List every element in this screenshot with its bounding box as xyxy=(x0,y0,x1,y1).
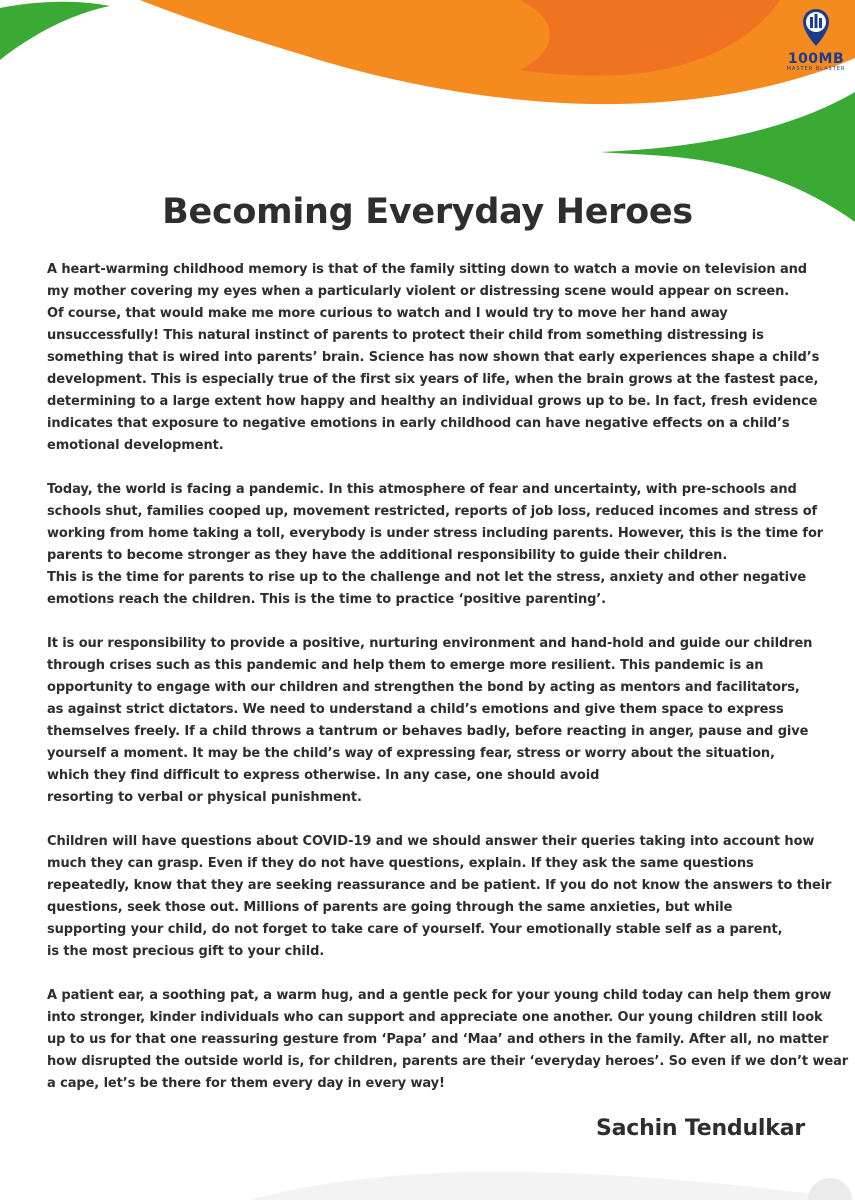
green-wave-left xyxy=(0,2,110,60)
text-line: as against strict dictators. We need to understand a child’s emotions and give them space to express xyxy=(47,702,784,717)
text-line: resorting to verbal or physical punishment. xyxy=(47,790,362,805)
text-line: A patient ear, a soothing pat, a warm hug, and a gentle peck for your young child today can help them grow xyxy=(47,988,832,1003)
text-line: Children will have questions about COVID-19 and we should answer their queries taking into account how xyxy=(47,834,815,849)
text-line: a cape, let’s be there for them every day in every way! xyxy=(47,1076,445,1091)
text-line: emotions reach the children. This is the time to practice ‘positive parenting’. xyxy=(47,592,606,607)
text-line: themselves freely. If a child throws a tantrum or behaves badly, before reacting in anger, pause and give xyxy=(47,724,809,739)
text-line: This is the time for parents to rise up to the challenge and not let the stress, anxiety and other negative xyxy=(47,570,807,585)
logo-tagline: MASTER BLASTER xyxy=(786,66,846,72)
text-line: questions, seek those out. Millions of parents are going through the same anxieties, but while xyxy=(47,900,733,915)
footer-ornament xyxy=(808,1178,852,1200)
text-line: is the most precious gift to your child. xyxy=(47,944,325,959)
logo-pin-icon xyxy=(801,8,831,48)
text-line: A heart-warming childhood memory is that of the family sitting down to watch a movie on television and xyxy=(47,262,808,277)
text-line: determining to a large extent how happy and healthy an individual grows up to be. In fact, fresh evidence xyxy=(47,394,818,409)
text-line: working from home taking a toll, everybody is under stress including parents. However, this is the time for xyxy=(47,526,824,541)
text-line: my mother covering my eyes when a particularly violent or distressing scene would appear on screen. xyxy=(47,284,790,299)
text-line: which they find difficult to express otherwise. In any case, one should avoid xyxy=(47,768,600,783)
text-line: Today, the world is facing a pandemic. In this atmosphere of fear and uncertainty, with pre-schools and xyxy=(47,482,797,497)
footer-watermark xyxy=(0,1100,855,1200)
text-line: opportunity to engage with our children and strengthen the bond by acting as mentors and facilitators, xyxy=(47,680,800,695)
footer-faint-curve xyxy=(250,1172,855,1200)
text-line: up to us for that one reassuring gesture from ‘Papa’ and ‘Maa’ and others in the family. After all, no matter xyxy=(47,1032,829,1047)
paragraph-4 xyxy=(47,831,837,963)
text-line: schools shut, families cooped up, movement restricted, reports of job loss, reduced incomes and stress of xyxy=(47,504,818,519)
text-line: much they can grasp. Even if they do not have questions, explain. If they ask the same questions xyxy=(47,856,754,871)
text-line: unsuccessfully! This natural instinct of parents to protect their child from something distressing is xyxy=(47,328,764,343)
text-line: development. This is especially true of the first six years of life, when the brain grows at the fastest pace, xyxy=(47,372,819,387)
text-line: through crises such as this pandemic and help them to emerge more resilient. This pandemic is an xyxy=(47,658,764,673)
text-line: yourself a moment. It may be the child’s way of expressing fear, stress or worry about the situation, xyxy=(47,746,775,761)
paragraph-3 xyxy=(47,633,837,809)
text-line: into stronger, kinder individuals who can support and appreciate one another. Our young children still look xyxy=(47,1010,823,1025)
text-line: supporting your child, do not forget to take care of yourself. Your emotionally stable self as a parent, xyxy=(47,922,783,937)
paragraph-1 xyxy=(47,259,837,457)
text-line: parents to become stronger as they have the additional responsibility to guide their children. xyxy=(47,548,728,563)
paragraph-5 xyxy=(47,985,849,1095)
text-line: Of course, that would make me more curious to watch and I would try to move her hand away xyxy=(47,306,728,321)
text-line: indicates that exposure to negative emotions in early childhood can have negative effects on a child’s xyxy=(47,416,790,431)
article-body xyxy=(47,259,849,1117)
text-line: something that is wired into parents’ brain. Science has now shown that early experiences shape a child’s xyxy=(47,350,820,365)
author-signature: Sachin Tendulkar xyxy=(595,1116,805,1141)
text-line: emotional development. xyxy=(47,438,224,453)
logo-wordmark: 100MB xyxy=(787,51,845,67)
brand-logo xyxy=(786,8,846,72)
paragraph-2 xyxy=(47,479,837,611)
text-line: repeatedly, know that they are seeking reassurance and be patient. If you do not know the answers to their xyxy=(47,878,832,893)
text-line: It is our responsibility to provide a positive, nurturing environment and hand-hold and guide our children xyxy=(47,636,813,651)
page-title: Becoming Everyday Heroes xyxy=(162,192,693,232)
text-line: how disrupted the outside world is, for children, parents are their ‘everyday heroes’. So even if we don’t wear xyxy=(47,1054,849,1069)
